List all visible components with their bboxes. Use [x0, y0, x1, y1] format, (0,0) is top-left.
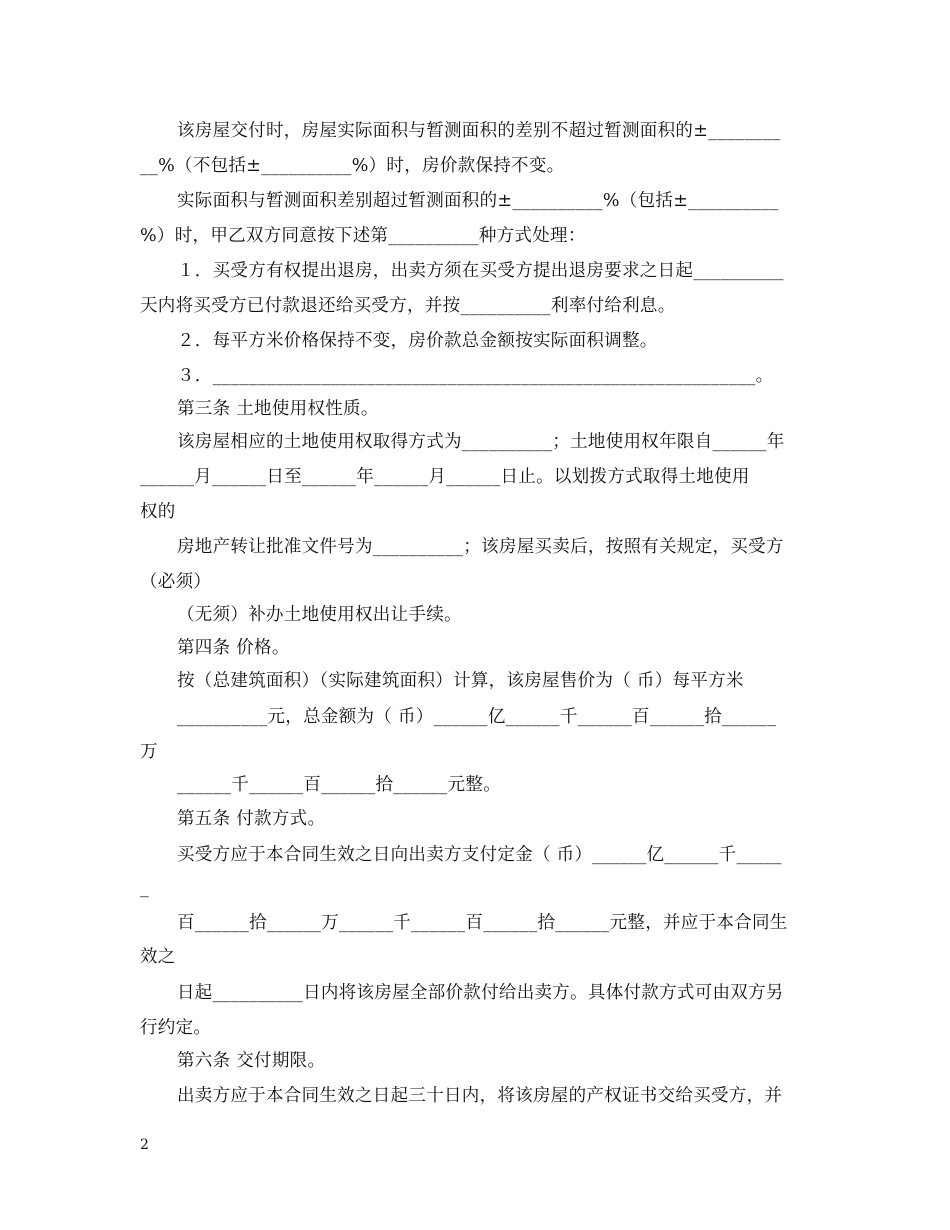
section-heading: 第四条 价格。: [177, 638, 290, 658]
text-line: 该房屋交付时，房屋实际面积与暂测面积的差别不超过暂测面积的±________: [177, 121, 781, 141]
text-line: ２．每平方米价格保持不变，房价款总金额按实际面积调整。: [177, 331, 658, 351]
text-line: ３．____________________________________________________________。: [177, 366, 774, 386]
text-line: 买受方应于本合同生效之日向出卖方支付定金（ 币）______亿______千_____: [177, 845, 782, 865]
text-line: __%（不包括±__________%）时，房价款保持不变。: [140, 156, 565, 176]
text-line: 房地产转让批准文件号为__________；该房屋买卖后，按照有关规定，买受方: [177, 537, 784, 557]
text-line: （无须）补办土地使用权出让手续。: [177, 605, 462, 625]
page-number: 2: [140, 1137, 149, 1153]
section-heading: 第六条 交付期限。: [177, 1051, 326, 1071]
text-line: （必须）: [140, 572, 212, 592]
text-line: ______月______日至______年______月______日止。以划拨方式取得土地使用: [140, 467, 750, 487]
text-line: ______千______百______拾______元整。: [177, 775, 501, 795]
text-line: __________元，总金额为（ 币）______亿______千______百______拾______: [177, 707, 777, 727]
text-line: １．买受方有权提出退房，出卖方须在买受方提出退房要求之日起__________: [177, 261, 784, 281]
text-line: 万: [140, 742, 158, 762]
text-line: 天内将买受方已付款退还给买受方，并按__________利率付给利息。: [140, 296, 676, 316]
section-heading: 第五条 付款方式。: [177, 809, 326, 829]
text-line: 实际面积与暂测面积差别超过暂测面积的±__________%（包括±__________: [177, 191, 779, 211]
text-line: 权的: [140, 502, 176, 522]
text-line: _: [140, 878, 150, 898]
text-line: 该房屋相应的土地使用权取得方式为__________；土地使用权年限自______年: [177, 432, 785, 452]
text-line: 效之: [140, 947, 176, 967]
text-line: 按（总建筑面积）（实际建筑面积）计算，该房屋售价为（ 币）每平方米: [177, 671, 744, 691]
text-line: %）时，甲乙双方同意按下述第__________种方式处理：: [140, 226, 586, 246]
text-line: 行约定。: [140, 1018, 212, 1038]
text-line: 百______拾______万______千______百______拾______元整，并应于本合同生: [177, 913, 788, 933]
section-heading: 第三条 土地使用权性质。: [177, 399, 379, 419]
text-line: 出卖方应于本合同生效之日起三十日内，将该房屋的产权证书交给买受方，并: [177, 1086, 783, 1106]
text-line: 日起__________日内将该房屋全部价款付给出卖方。具体付款方式可由双方另: [177, 983, 784, 1003]
